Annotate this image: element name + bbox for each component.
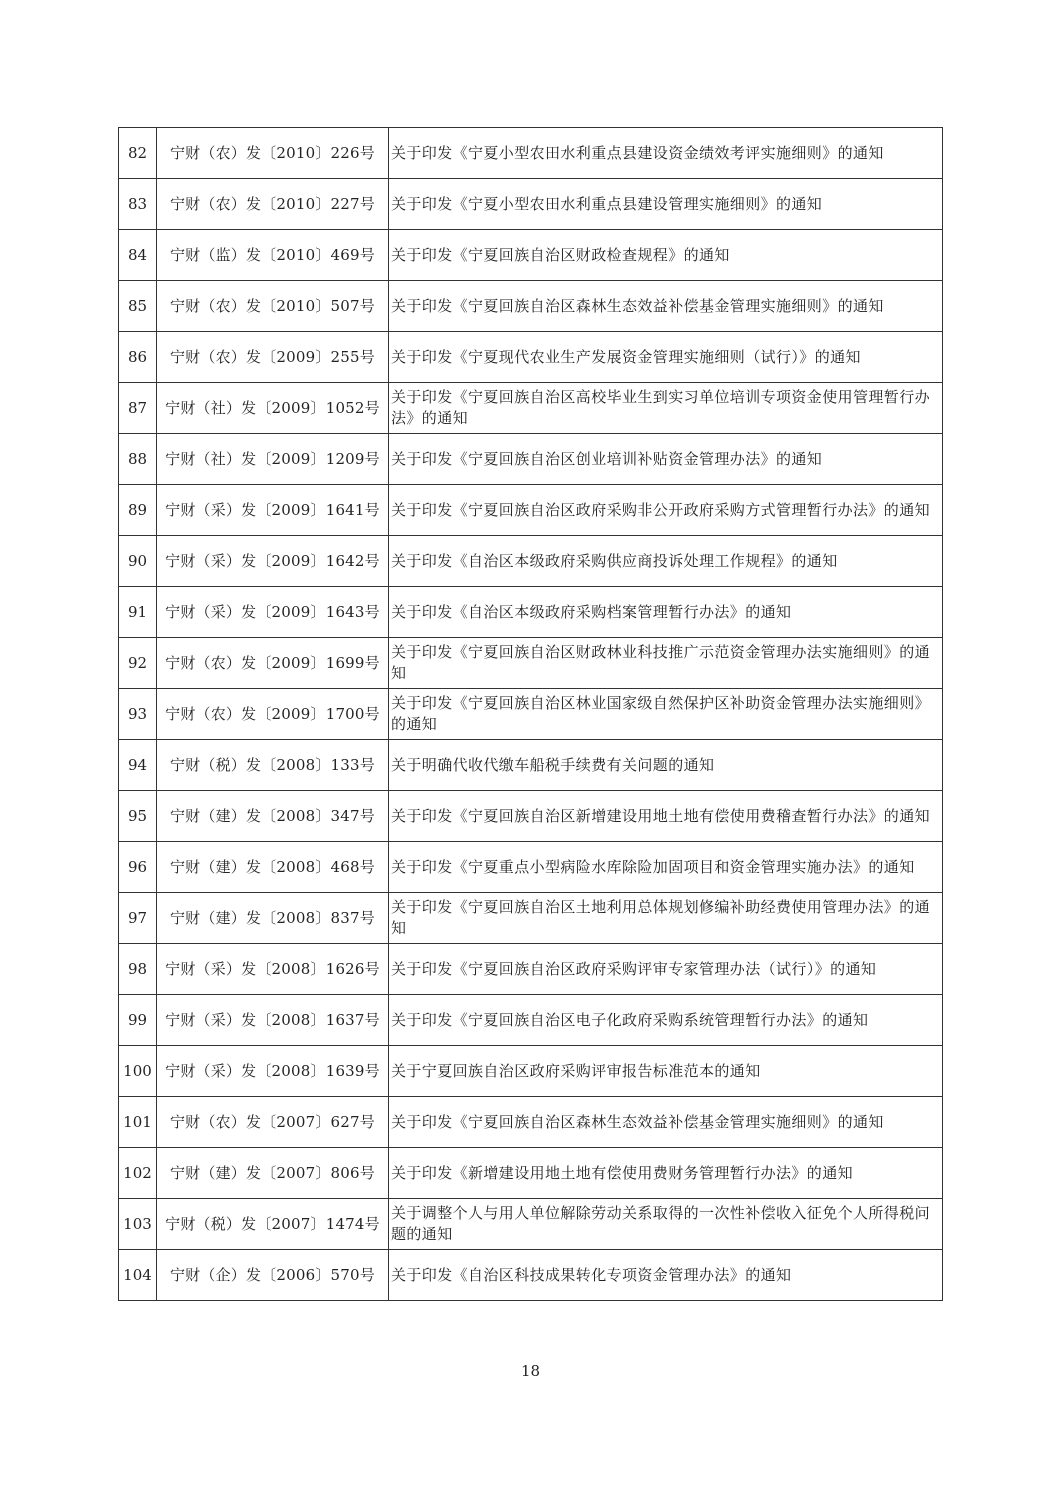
document-title: 关于印发《宁夏回族自治区财政检查规程》的通知 — [389, 230, 943, 281]
document-title: 关于印发《宁夏小型农田水利重点县建设资金绩效考评实施细则》的通知 — [389, 128, 943, 179]
document-code: 宁财（税）发〔2007〕1474号 — [157, 1199, 389, 1250]
document-code: 宁财（税）发〔2008〕133号 — [157, 740, 389, 791]
document-title: 关于印发《自治区科技成果转化专项资金管理办法》的通知 — [389, 1250, 943, 1301]
document-title: 关于印发《宁夏小型农田水利重点县建设管理实施细则》的通知 — [389, 179, 943, 230]
row-number: 90 — [119, 536, 157, 587]
table-row — [119, 1097, 943, 1148]
document-title: 关于印发《自治区本级政府采购档案管理暂行办法》的通知 — [389, 587, 943, 638]
row-number: 88 — [119, 434, 157, 485]
document-code: 宁财（社）发〔2009〕1052号 — [157, 383, 389, 434]
row-number: 99 — [119, 995, 157, 1046]
document-code: 宁财（农）发〔2007〕627号 — [157, 1097, 389, 1148]
document-code: 宁财（采）发〔2009〕1643号 — [157, 587, 389, 638]
row-number: 103 — [119, 1199, 157, 1250]
table-row — [119, 1199, 943, 1250]
document-title: 关于印发《宁夏回族自治区政府采购评审专家管理办法（试行）》的通知 — [389, 944, 943, 995]
document-code: 宁财（采）发〔2008〕1639号 — [157, 1046, 389, 1097]
document-title: 关于印发《宁夏回族自治区土地利用总体规划修编补助经费使用管理办法》的通知 — [389, 893, 943, 944]
document-code: 宁财（农）发〔2009〕1700号 — [157, 689, 389, 740]
row-number: 96 — [119, 842, 157, 893]
row-number: 89 — [119, 485, 157, 536]
row-number: 104 — [119, 1250, 157, 1301]
row-number: 100 — [119, 1046, 157, 1097]
document-code: 宁财（建）发〔2008〕347号 — [157, 791, 389, 842]
table-row — [119, 281, 943, 332]
table-row — [119, 383, 943, 434]
table-row — [119, 638, 943, 689]
row-number: 95 — [119, 791, 157, 842]
table-row — [119, 1148, 943, 1199]
document-code: 宁财（监）发〔2010〕469号 — [157, 230, 389, 281]
table-row — [119, 230, 943, 281]
regulations-table — [118, 127, 943, 1301]
document-title: 关于印发《宁夏回族自治区新增建设用地土地有偿使用费稽查暂行办法》的通知 — [389, 791, 943, 842]
table-row — [119, 587, 943, 638]
table-row — [119, 485, 943, 536]
document-code: 宁财（农）发〔2009〕255号 — [157, 332, 389, 383]
row-number: 93 — [119, 689, 157, 740]
table-row — [119, 944, 943, 995]
table-row — [119, 1250, 943, 1301]
table-row — [119, 1046, 943, 1097]
table-row — [119, 893, 943, 944]
table-row — [119, 536, 943, 587]
row-number: 101 — [119, 1097, 157, 1148]
document-code: 宁财（农）发〔2009〕1699号 — [157, 638, 389, 689]
table-row — [119, 842, 943, 893]
document-code: 宁财（建）发〔2008〕468号 — [157, 842, 389, 893]
document-code: 宁财（农）发〔2010〕226号 — [157, 128, 389, 179]
document-title: 关于印发《宁夏重点小型病险水库除险加固项目和资金管理实施办法》的通知 — [389, 842, 943, 893]
page-number: 18 — [520, 1362, 541, 1380]
row-number: 98 — [119, 944, 157, 995]
document-title: 关于印发《宁夏回族自治区财政林业科技推广示范资金管理办法实施细则》的通知 — [389, 638, 943, 689]
document-title: 关于宁夏回族自治区政府采购评审报告标准范本的通知 — [389, 1046, 943, 1097]
row-number: 87 — [119, 383, 157, 434]
table-row — [119, 332, 943, 383]
document-title: 关于调整个人与用人单位解除劳动关系取得的一次性补偿收入征免个人所得税问题的通知 — [389, 1199, 943, 1250]
row-number: 97 — [119, 893, 157, 944]
document-code: 宁财（农）发〔2010〕507号 — [157, 281, 389, 332]
document-code: 宁财（采）发〔2009〕1641号 — [157, 485, 389, 536]
document-title: 关于印发《宁夏回族自治区森林生态效益补偿基金管理实施细则》的通知 — [389, 1097, 943, 1148]
document-code: 宁财（农）发〔2010〕227号 — [157, 179, 389, 230]
document-title: 关于印发《新增建设用地土地有偿使用费财务管理暂行办法》的通知 — [389, 1148, 943, 1199]
document-title: 关于印发《宁夏现代农业生产发展资金管理实施细则（试行）》的通知 — [389, 332, 943, 383]
document-title: 关于明确代收代缴车船税手续费有关问题的通知 — [389, 740, 943, 791]
row-number: 84 — [119, 230, 157, 281]
document-code: 宁财（企）发〔2006〕570号 — [157, 1250, 389, 1301]
row-number: 86 — [119, 332, 157, 383]
document-code: 宁财（采）发〔2008〕1637号 — [157, 995, 389, 1046]
document-code: 宁财（社）发〔2009〕1209号 — [157, 434, 389, 485]
table-row — [119, 128, 943, 179]
table-row — [119, 995, 943, 1046]
table-body — [119, 128, 943, 1301]
document-title: 关于印发《宁夏回族自治区林业国家级自然保护区补助资金管理办法实施细则》的通知 — [389, 689, 943, 740]
row-number: 102 — [119, 1148, 157, 1199]
document-title: 关于印发《自治区本级政府采购供应商投诉处理工作规程》的通知 — [389, 536, 943, 587]
table-row — [119, 434, 943, 485]
row-number: 92 — [119, 638, 157, 689]
document-title: 关于印发《宁夏回族自治区高校毕业生到实习单位培训专项资金使用管理暂行办法》的通知 — [389, 383, 943, 434]
document-title: 关于印发《宁夏回族自治区森林生态效益补偿基金管理实施细则》的通知 — [389, 281, 943, 332]
table-row — [119, 689, 943, 740]
document-title: 关于印发《宁夏回族自治区政府采购非公开政府采购方式管理暂行办法》的通知 — [389, 485, 943, 536]
document-code: 宁财（建）发〔2007〕806号 — [157, 1148, 389, 1199]
document-title: 关于印发《宁夏回族自治区创业培训补贴资金管理办法》的通知 — [389, 434, 943, 485]
document-code: 宁财（建）发〔2008〕837号 — [157, 893, 389, 944]
document-title: 关于印发《宁夏回族自治区电子化政府采购系统管理暂行办法》的通知 — [389, 995, 943, 1046]
row-number: 82 — [119, 128, 157, 179]
table-row — [119, 179, 943, 230]
document-code: 宁财（采）发〔2009〕1642号 — [157, 536, 389, 587]
row-number: 85 — [119, 281, 157, 332]
row-number: 83 — [119, 179, 157, 230]
table-row — [119, 740, 943, 791]
table-row — [119, 791, 943, 842]
row-number: 94 — [119, 740, 157, 791]
document-code: 宁财（采）发〔2008〕1626号 — [157, 944, 389, 995]
row-number: 91 — [119, 587, 157, 638]
